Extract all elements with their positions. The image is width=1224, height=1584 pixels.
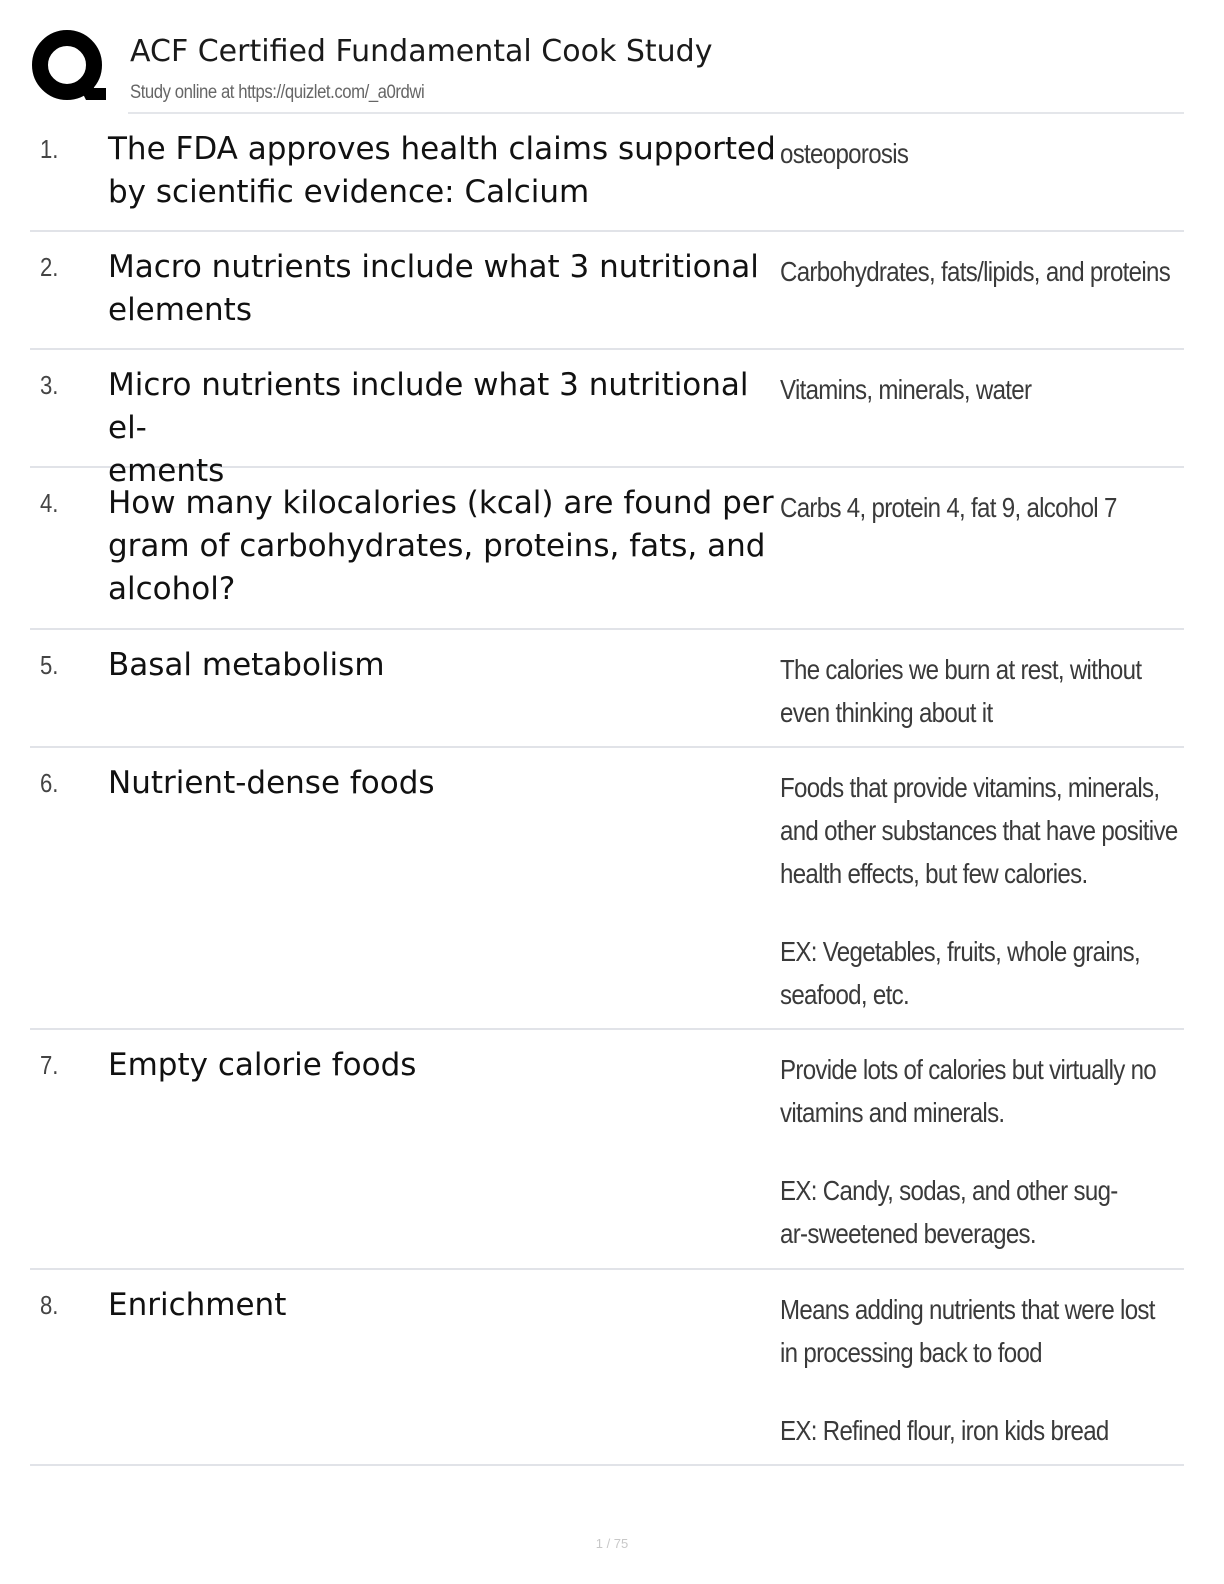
flashcard-row xyxy=(30,232,1184,350)
card-term: The FDA approves health claims supported by scientific evidence: Calcium xyxy=(108,131,776,210)
quizlet-logo-icon xyxy=(30,28,110,108)
card-term: Nutrient-dense foods xyxy=(108,765,435,801)
definition-text: Means adding nutrients that were lost in processing back to food xyxy=(780,1294,1155,1368)
definition-text: Vitamins, minerals, water xyxy=(780,374,1032,405)
card-number: 3. xyxy=(40,370,59,400)
card-term: Enrichment xyxy=(108,1287,287,1323)
card-number: 1. xyxy=(40,134,59,164)
definition-text: Foods that provide vitamins, minerals, and other substances that have positive health effects, but few calories. xyxy=(780,772,1178,889)
flashcard-row xyxy=(30,1030,1184,1270)
card-term: How many kilocalories (kcal) are found per gram of carbohydrates, proteins, fats, and alcohol? xyxy=(108,485,774,607)
page-title: ACF Certified Fundamental Cook Study xyxy=(130,34,713,69)
flashcard-row xyxy=(30,1270,1184,1466)
flashcard-row xyxy=(30,350,1184,489)
definition-text: Provide lots of calories but virtually no vitamins and minerals. xyxy=(780,1054,1156,1128)
card-definition xyxy=(780,766,1184,1016)
card-definition xyxy=(780,648,1184,734)
flashcard-row xyxy=(30,468,1184,630)
page-number: 1 / 75 xyxy=(595,1536,629,1551)
flashcard-row xyxy=(30,630,1184,748)
card-definition xyxy=(780,250,1184,293)
definition-text: Carbs 4, protein 4, fat 9, alcohol 7 xyxy=(780,492,1117,523)
flashcard-list xyxy=(30,114,1184,1466)
card-definition xyxy=(780,368,1184,411)
definition-example: EX: Candy, sodas, and other sug- ar-sweetened beverages. xyxy=(780,1175,1118,1249)
flashcard-row xyxy=(30,748,1184,1030)
header xyxy=(30,28,1184,114)
card-term: Basal metabolism xyxy=(108,647,385,683)
card-definition xyxy=(780,1288,1184,1452)
flashcard-row xyxy=(30,114,1184,232)
definition-text: Carbohydrates, fats/lipids, and proteins xyxy=(780,256,1171,287)
card-number: 8. xyxy=(40,1290,59,1320)
card-number: 7. xyxy=(40,1050,59,1080)
card-definition xyxy=(780,486,1184,529)
card-term: Macro nutrients include what 3 nutritional elements xyxy=(108,249,759,328)
definition-example: EX: Vegetables, fruits, whole grains, seafood, etc. xyxy=(780,936,1141,1010)
definition-example: EX: Refined flour, iron kids bread xyxy=(780,1415,1109,1446)
card-number: 2. xyxy=(40,252,59,282)
card-term: Empty calorie foods xyxy=(108,1047,417,1083)
study-link-text: Study online at https://quizlet.com/_a0rdwi xyxy=(130,82,425,103)
card-number: 4. xyxy=(40,488,59,518)
card-number: 5. xyxy=(40,650,59,680)
card-term: Micro nutrients include what 3 nutritional el- ements xyxy=(108,367,749,489)
definition-text: osteoporosis xyxy=(780,138,909,169)
card-definition xyxy=(780,1048,1184,1255)
card-definition xyxy=(780,132,1184,175)
card-number: 6. xyxy=(40,768,59,798)
definition-text: The calories we burn at rest, without even thinking about it xyxy=(780,654,1142,728)
